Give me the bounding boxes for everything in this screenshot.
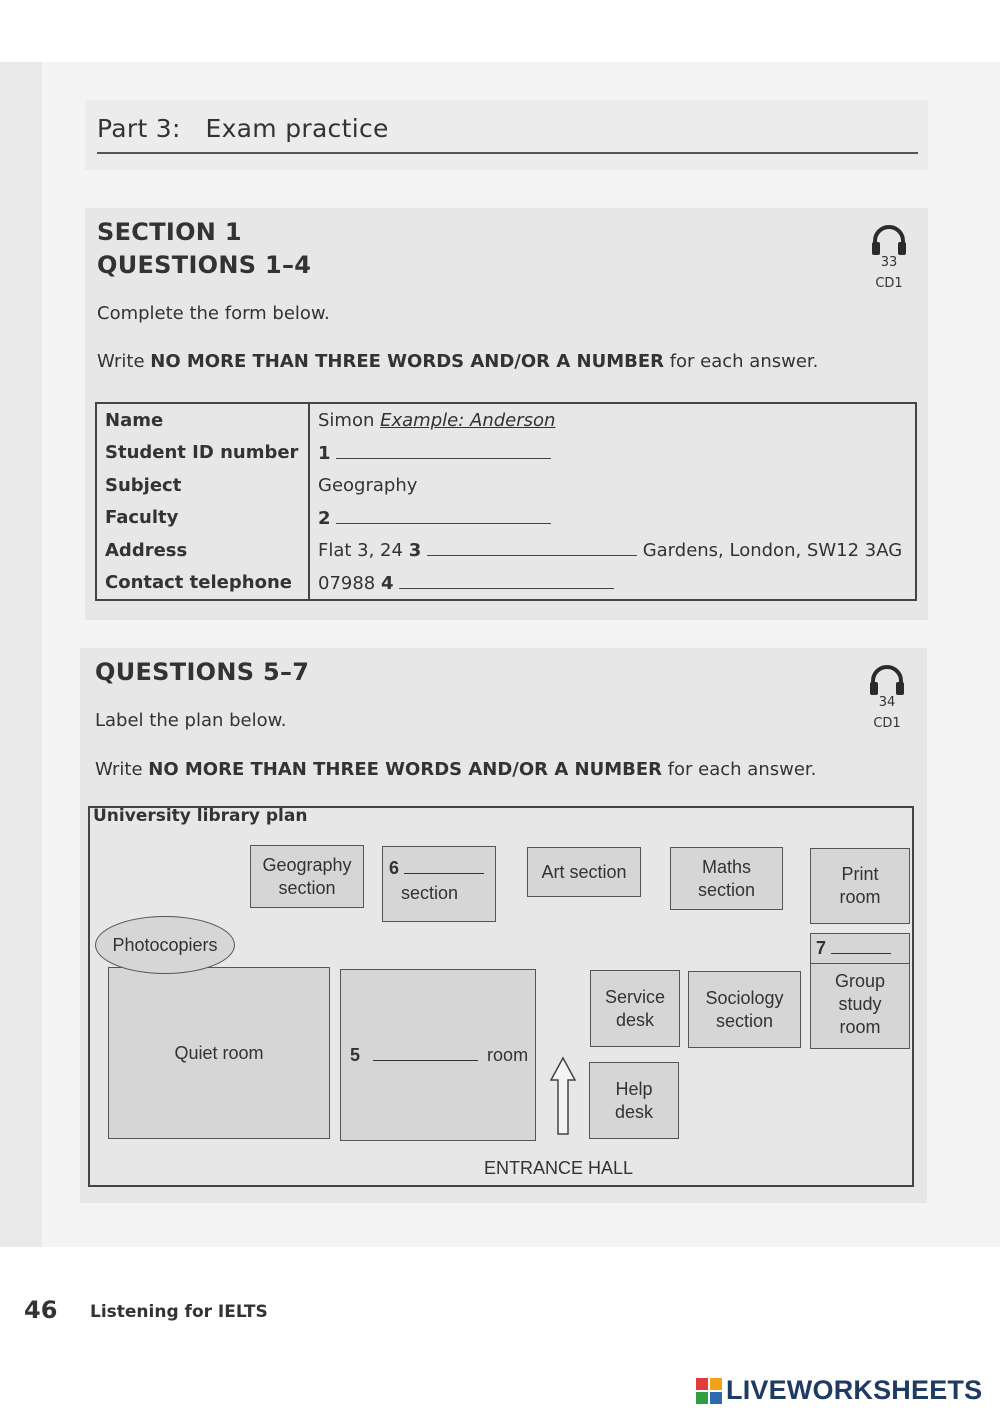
section-1-write-rule bbox=[97, 351, 818, 372]
room-label: room bbox=[839, 1017, 881, 1037]
room-label: section bbox=[697, 879, 756, 900]
section-1-heading bbox=[97, 216, 311, 282]
address-suffix: Gardens, London, SW12 3AG bbox=[642, 540, 903, 562]
question-7-number: 7 bbox=[816, 938, 827, 958]
subject-label: Subject bbox=[96, 469, 309, 502]
address-label: Address bbox=[96, 534, 309, 567]
liveworksheets-watermark bbox=[696, 1375, 982, 1406]
room-label: Maths bbox=[701, 856, 751, 877]
form-row-student-id bbox=[96, 437, 916, 470]
geography-section-room bbox=[250, 845, 364, 908]
room-label: section bbox=[401, 883, 459, 903]
telephone-label: Contact telephone bbox=[96, 567, 309, 601]
logo-tile bbox=[696, 1378, 708, 1390]
name-value: Simon bbox=[318, 409, 375, 431]
room-label: Sociology bbox=[705, 987, 784, 1008]
write-prefix: Write bbox=[97, 351, 151, 372]
room-label: section bbox=[278, 877, 336, 898]
form-row-faculty bbox=[96, 502, 916, 535]
question-7-label bbox=[811, 934, 909, 964]
watermark-brand: LIVEWORKSHEETS bbox=[726, 1375, 983, 1405]
service-desk bbox=[590, 970, 680, 1047]
room-label: Geography bbox=[262, 854, 352, 875]
room-label: desk bbox=[614, 1101, 654, 1122]
logo-tile bbox=[696, 1392, 708, 1404]
title-rule bbox=[97, 152, 918, 154]
page-number: 46 bbox=[24, 1296, 58, 1324]
question-5-number: 5 bbox=[350, 1044, 361, 1065]
room-label: Service bbox=[604, 986, 666, 1007]
section-1-subtitle: QUESTIONS 1–4 bbox=[97, 251, 312, 279]
part-title-text: Exam practice bbox=[205, 114, 389, 143]
section-2-write-rule bbox=[95, 759, 816, 780]
entrance-arrow-icon bbox=[549, 1056, 577, 1138]
form-row-subject bbox=[96, 469, 916, 502]
part-label: Part 3: bbox=[97, 114, 181, 143]
question-5-room bbox=[340, 969, 536, 1141]
book-title: Listening for IELTS bbox=[90, 1302, 268, 1322]
faculty-cell bbox=[309, 502, 916, 535]
form-row-telephone bbox=[96, 567, 916, 601]
answer-3-blank[interactable] bbox=[427, 539, 637, 556]
student-form bbox=[95, 402, 917, 601]
faculty-label: Faculty bbox=[96, 502, 309, 535]
room-label: section bbox=[715, 1010, 774, 1031]
group-study-room bbox=[810, 933, 910, 1049]
subject-value: Geography bbox=[318, 474, 418, 496]
plan-title: University library plan bbox=[93, 806, 308, 826]
cd-label: CD1 bbox=[875, 276, 903, 291]
answer-1-blank[interactable] bbox=[336, 442, 551, 459]
room-label: room bbox=[839, 887, 881, 907]
form-row-address bbox=[96, 534, 916, 567]
cd-label: CD1 bbox=[873, 716, 901, 731]
write-suffix: for each answer. bbox=[663, 351, 819, 372]
telephone-cell bbox=[309, 567, 916, 601]
write-limit: NO MORE THAN THREE WORDS AND/OR A NUMBER bbox=[150, 351, 664, 372]
maths-section-room bbox=[670, 847, 783, 910]
section-2-instruction: Label the plan below. bbox=[95, 710, 287, 731]
audio-track-2 bbox=[867, 662, 907, 734]
answer-6-blank[interactable] bbox=[404, 859, 484, 874]
section-1-title: SECTION 1 bbox=[97, 218, 242, 246]
write-suffix: for each answer. bbox=[661, 759, 817, 780]
help-desk bbox=[589, 1062, 679, 1139]
room-label: desk bbox=[615, 1009, 655, 1030]
write-prefix: Write bbox=[95, 759, 149, 780]
page-title bbox=[97, 114, 389, 143]
answer-7-blank[interactable] bbox=[831, 939, 891, 954]
print-room bbox=[810, 848, 910, 924]
section-1-instruction: Complete the form below. bbox=[97, 303, 330, 324]
section-2-title: QUESTIONS 5–7 bbox=[95, 658, 310, 686]
name-example: Example: Anderson bbox=[380, 409, 556, 431]
address-prefix: Flat 3, 24 bbox=[318, 540, 403, 562]
form-row-name bbox=[96, 403, 916, 437]
sociology-section-room bbox=[688, 971, 801, 1048]
question-1-number: 1 bbox=[318, 442, 331, 464]
telephone-prefix: 07988 bbox=[318, 572, 376, 594]
question-3-number: 3 bbox=[408, 540, 422, 562]
answer-5-blank[interactable] bbox=[373, 1046, 478, 1061]
room-label: Help bbox=[615, 1078, 653, 1099]
page-edge-shadow bbox=[0, 62, 42, 1247]
name-label: Name bbox=[96, 403, 309, 437]
logo-tile bbox=[710, 1378, 722, 1390]
question-4-number: 4 bbox=[381, 572, 394, 594]
name-value-cell bbox=[309, 403, 916, 437]
track-number: 34 bbox=[878, 695, 896, 710]
photocopiers-area: Photocopiers bbox=[95, 916, 235, 974]
liveworksheets-logo-icon bbox=[696, 1378, 722, 1404]
student-id-cell bbox=[309, 437, 916, 470]
room-label: Print bbox=[841, 864, 879, 884]
question-6-number: 6 bbox=[389, 858, 400, 878]
art-section-room: Art section bbox=[527, 847, 641, 897]
answer-4-blank[interactable] bbox=[399, 572, 614, 589]
entrance-hall-label: ENTRANCE HALL bbox=[484, 1158, 634, 1178]
question-6-room bbox=[382, 846, 496, 922]
logo-tile bbox=[710, 1392, 722, 1404]
student-id-label: Student ID number bbox=[96, 437, 309, 470]
room-label: Group bbox=[834, 971, 886, 991]
write-limit: NO MORE THAN THREE WORDS AND/OR A NUMBER bbox=[148, 759, 662, 780]
room-label: study bbox=[838, 994, 882, 1014]
question-2-number: 2 bbox=[318, 507, 331, 529]
quiet-room: Quiet room bbox=[108, 967, 330, 1139]
room-label: room bbox=[487, 1044, 529, 1065]
track-number: 33 bbox=[880, 255, 898, 270]
audio-track-1 bbox=[869, 222, 909, 294]
address-cell bbox=[309, 534, 916, 567]
answer-2-blank[interactable] bbox=[336, 507, 551, 524]
